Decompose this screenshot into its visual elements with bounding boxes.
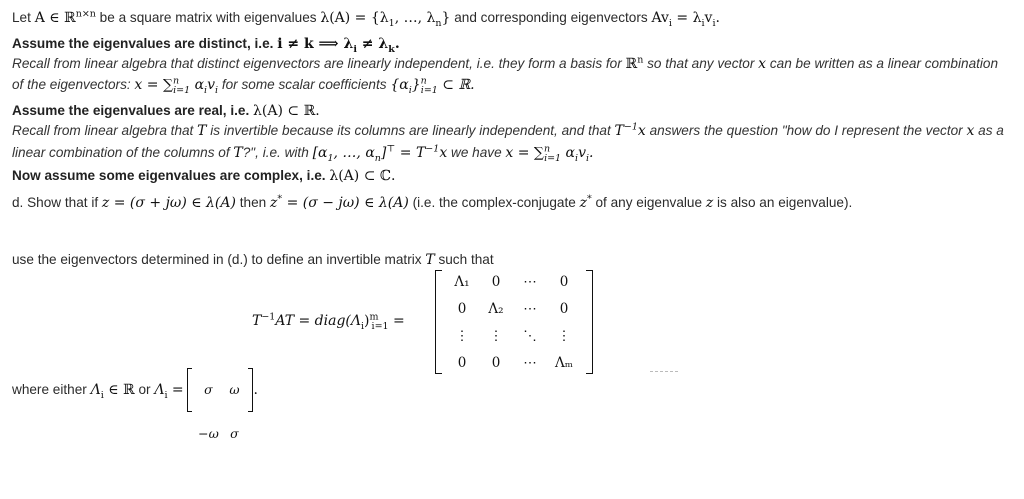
- text: Recall from linear algebra that: [12, 123, 198, 138]
- text: Recall from linear algebra that distinct eigenvectors are linearly independent, i.e. they form a basis for: [12, 56, 626, 71]
- text: so that any vector: [643, 56, 759, 71]
- text: d. Show that if: [12, 195, 102, 210]
- text: such that: [434, 252, 494, 267]
- math-A-in-R: A ∈ ℝ$^{n\times n}$: [34, 8, 96, 26]
- matrix-cell: ⋮: [489, 327, 503, 344]
- text: of the eigenvectors:: [12, 77, 135, 92]
- math-x: x: [966, 123, 975, 139]
- line-3: [12, 54, 998, 74]
- math-coefficients: $\{\alpha_i\}^n_{i=1}$ ⊂ ℝ.: [390, 75, 475, 96]
- math-Lambda-complex: $\Lambda_i$ =: [154, 382, 184, 401]
- matrix-cell: σ: [230, 426, 239, 442]
- matrix-cell: 0: [559, 273, 569, 290]
- rotation-block-matrix: [187, 368, 253, 442]
- math-Lambda-real: $\Lambda_i$ ∈ ℝ: [90, 382, 135, 401]
- text: we have: [447, 145, 506, 160]
- matrix-cell: ⋯: [523, 273, 537, 290]
- line-8: [12, 166, 395, 186]
- line-5: [12, 101, 320, 121]
- math-T: T: [425, 252, 435, 268]
- text: (i.e. the complex-conjugate: [408, 195, 580, 210]
- text: Assume the eigenvalues are distinct, i.e.: [12, 36, 278, 51]
- matrix-cell: ⋯: [523, 300, 537, 317]
- matrix-cell: 0: [457, 354, 467, 371]
- math-eigenvalue-set: $\lambda(A) = \{\lambda_1$, …, $\lambda_n$}: [320, 10, 451, 29]
- line-2: [12, 34, 400, 54]
- math-x-sum: x = ∑$^n_{i=1}$ $\alpha_iv_i$.: [505, 143, 594, 164]
- text: Now assume some eigenvalues are complex, i.e.: [12, 168, 330, 183]
- text: where either: [12, 382, 91, 397]
- matrix-cell: ⋮: [455, 327, 469, 344]
- matrix-table: [445, 268, 581, 376]
- line-9-question-d: [12, 193, 852, 213]
- math-Rn: ℝ$^n$: [625, 54, 644, 72]
- math-x-sum: x = ∑$^n_{i=1}$ $\alpha_iv_i$: [134, 75, 219, 96]
- text: is invertible because its columns are linearly independent, and that: [206, 123, 615, 138]
- line-11: [12, 368, 258, 442]
- right-bracket: [248, 368, 253, 412]
- text: be a square matrix with eigenvalues: [95, 10, 321, 25]
- matrix-table: [195, 368, 247, 456]
- line-4: [12, 75, 475, 95]
- matrix-cell: Λ₁: [454, 273, 470, 290]
- matrix-cell: 0: [559, 300, 569, 317]
- dashed-divider: [650, 371, 678, 372]
- matrix-cell: σ: [204, 382, 213, 398]
- math-eigen-equation: $Av_i = \lambda_iv_i$.: [651, 10, 720, 29]
- matrix-cell: ⋯: [523, 354, 537, 371]
- block-diagonal-matrix: [435, 268, 593, 376]
- block-diagonal-equation: [252, 268, 692, 378]
- math-z-star: z*: [579, 193, 592, 211]
- math-z: z = (σ + jω) ∈ λ(A): [101, 195, 236, 211]
- text: for some scalar coefficients: [218, 77, 391, 92]
- math-distinct: i ≠ k ⟹ $\lambda_i \ne \lambda_k$.: [277, 36, 400, 55]
- text: Assume the eigenvalues are real, i.e.: [12, 103, 254, 118]
- math-z-conj: z* = (σ − jω) ∈ λ(A): [269, 193, 409, 211]
- text: Let: [12, 10, 35, 25]
- left-bracket: [187, 368, 192, 412]
- math-T: T: [197, 123, 207, 139]
- text: then: [235, 195, 270, 210]
- matrix-cell: ⋱: [523, 327, 537, 344]
- math-alpha-vector: [$\alpha_1$, …, $\alpha_n]^⊤ = T^{-1}x$: [312, 143, 448, 164]
- text: as a: [974, 123, 1004, 138]
- line-1: [12, 8, 720, 28]
- matrix-cell: Λ₂: [488, 300, 504, 317]
- matrix-cell: ω: [229, 382, 240, 398]
- left-bracket: [435, 270, 442, 374]
- period: .: [253, 382, 258, 398]
- math-z: z: [705, 195, 714, 211]
- text: can be written as a linear combination: [766, 56, 999, 71]
- text: or: [134, 382, 155, 397]
- right-bracket: [586, 270, 593, 374]
- matrix-cell: ⋮: [557, 327, 571, 344]
- text: use the eigenvectors determined in (d.) to define an invertible matrix: [12, 252, 426, 267]
- text: ?", i.e. with: [242, 145, 313, 160]
- math-T: T: [233, 145, 243, 161]
- matrix-cell: −ω: [198, 426, 219, 442]
- math-x: x: [758, 56, 767, 72]
- equation-lhs: $T^{-1}AT$ = $diag(\Lambda_i)^m_{i=1}$ =: [252, 311, 405, 332]
- line-6: [12, 121, 1004, 141]
- text: of any eigenvalue: [591, 195, 706, 210]
- matrix-cell: 0: [457, 300, 467, 317]
- text: linear combination of the columns of: [12, 145, 234, 160]
- matrix-cell: Λₘ: [554, 354, 574, 371]
- line-7: [12, 143, 593, 163]
- matrix-cell: 0: [491, 354, 501, 371]
- math-real-eigs: λ(A) ⊂ ℝ.: [253, 103, 320, 119]
- text: answers the question "how do I represent the vector: [645, 123, 967, 138]
- text: and corresponding eigenvectors: [450, 10, 652, 25]
- line-10: [12, 250, 494, 270]
- math-complex-eigs: λ(A) ⊂ ℂ.: [329, 168, 396, 184]
- math-Tinv-x: $T^{-1}x$: [614, 121, 646, 139]
- matrix-cell: 0: [491, 273, 501, 290]
- text: is also an eigenvalue).: [713, 195, 853, 210]
